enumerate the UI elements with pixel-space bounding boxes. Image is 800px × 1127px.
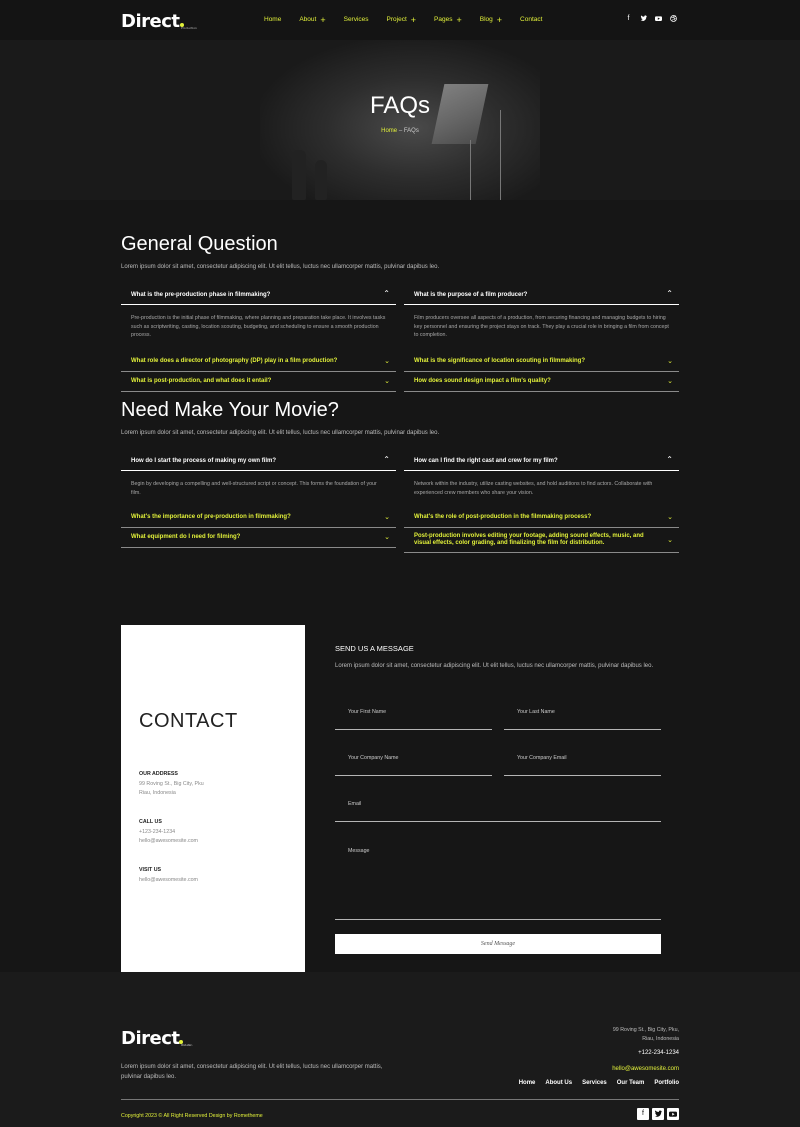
- faq-item[interactable]: [404, 372, 679, 392]
- faq-question: What is post-production, and what does it entail?: [131, 378, 272, 384]
- brand-logo[interactable]: [121, 11, 197, 32]
- faq-question: How do I start the process of making my own film?: [131, 458, 277, 464]
- hero-silhouette: [315, 160, 327, 200]
- chevron-up-icon: ⌃: [666, 455, 673, 464]
- general-question-title: General Question: [121, 233, 278, 255]
- faq-item[interactable]: [404, 352, 679, 372]
- hero-silhouette: [292, 150, 306, 200]
- copyright: Copyright 2023 © All Right Reserved Design by Rometheme: [121, 1113, 263, 1119]
- faq-column-left: [121, 451, 396, 548]
- first-name-field[interactable]: [335, 709, 492, 730]
- facebook-icon[interactable]: f: [627, 15, 630, 22]
- chevron-down-icon: ⌄: [384, 534, 390, 541]
- nav-pages[interactable]: Pages +: [434, 14, 462, 25]
- faq-item[interactable]: [404, 508, 679, 528]
- nav-project[interactable]: Project +: [386, 14, 417, 25]
- faq-item[interactable]: [121, 528, 396, 548]
- nav-home[interactable]: Home: [264, 16, 282, 23]
- plus-icon: +: [496, 14, 503, 25]
- dribbble-icon[interactable]: [670, 15, 677, 22]
- movie-section-desc: Lorem ipsum dolor sit amet, consectetur adipiscing elit. Ut elit tellus, luctus nec ullamcorper mattis, pulvinar dapibus leo.: [121, 430, 440, 436]
- faq-question: What's the importance of pre-production in filmmaking?: [131, 514, 291, 520]
- chevron-up-icon: ⌃: [383, 289, 390, 298]
- plus-icon: +: [320, 14, 326, 25]
- contact-phone[interactable]: +123-234-1234: [139, 829, 176, 835]
- chevron-up-icon: ⌃: [666, 289, 673, 298]
- faq-column-right: [404, 285, 679, 392]
- message-placeholder: Message: [348, 848, 370, 854]
- plus-icon: +: [410, 14, 417, 25]
- youtube-icon[interactable]: [655, 15, 662, 22]
- footer-link-services[interactable]: Services: [582, 1080, 607, 1086]
- footer-link-team[interactable]: Our Team: [616, 1080, 645, 1086]
- faq-question: What equipment do I need for filming?: [131, 534, 241, 540]
- faq-question: What's the role of post-production in the filmmaking process?: [414, 514, 592, 520]
- faq-item[interactable]: [121, 352, 396, 372]
- faq-question: What is the pre-production phase in filmmaking?: [131, 292, 271, 298]
- chevron-down-icon: ⌄: [667, 514, 673, 521]
- contact-card: [121, 625, 305, 972]
- logo-subtext: Production: [181, 1043, 192, 1047]
- faq-column-left: [121, 285, 396, 392]
- hero-light-stand: [500, 110, 501, 200]
- nav-blog[interactable]: Blog +: [479, 14, 503, 25]
- footer-link-home[interactable]: Home: [518, 1080, 536, 1086]
- faq-question: What role does a director of photography (DP) play in a film production?: [131, 358, 338, 364]
- call-label: CALL US: [139, 819, 162, 825]
- footer-address-line-1: 99 Roving St., Big City, Pku,: [612, 1027, 679, 1033]
- form-title: SEND US A MESSAGE: [335, 644, 414, 653]
- footer-link-portfolio[interactable]: Portfolio: [654, 1080, 679, 1086]
- hero-light-stand: [470, 140, 471, 200]
- footer-divider: [121, 1099, 679, 1100]
- faq-item[interactable]: [404, 528, 679, 553]
- logo-text: Direct: [121, 11, 180, 32]
- page-title: FAQs: [369, 92, 430, 119]
- breadcrumb-home[interactable]: Home: [381, 128, 398, 134]
- message-field[interactable]: [335, 848, 661, 920]
- chevron-down-icon: ⌄: [384, 514, 390, 521]
- youtube-icon[interactable]: [667, 1108, 679, 1120]
- visit-label: VISIT US: [139, 867, 162, 873]
- main-menu: [264, 16, 560, 23]
- movie-section-title: Need Make Your Movie?: [121, 399, 339, 421]
- visit-email[interactable]: hello@awesomesite.com: [139, 877, 198, 883]
- faq-item-open[interactable]: [404, 451, 679, 471]
- company-name-field[interactable]: [335, 755, 492, 776]
- page-hero: [0, 40, 800, 200]
- footer-social: [637, 1108, 679, 1120]
- email-placeholder: Email: [348, 801, 362, 807]
- faq-answer: Network within the industry, utilize casting websites, and hold auditions to find actors. Collaborate with experienced crew members who share your vision.: [414, 481, 653, 496]
- faq-answer: Pre-production is the initial phase of filmmaking, where planning and preparation take place. It involves tasks such as scriptwriting, casting, location scouting, budgeting, and scheduling to ensure a smooth production process.: [131, 315, 386, 338]
- chevron-down-icon: ⌄: [384, 378, 390, 385]
- address-label: OUR ADDRESS: [139, 771, 178, 777]
- contact-email[interactable]: hello@awesomesite.com: [139, 838, 198, 844]
- company-name-placeholder: Your Company Name: [348, 755, 399, 761]
- logo-subtext: Production: [181, 26, 197, 30]
- last-name-placeholder: Your Last Name: [517, 709, 555, 715]
- facebook-icon[interactable]: f: [637, 1108, 649, 1120]
- first-name-placeholder: Your First Name: [348, 709, 387, 715]
- footer-desc: Lorem ipsum dolor sit amet, consectetur adipiscing elit. Ut elit tellus, luctus nec ullamcorper mattis, pulvinar dapibus leo.: [121, 1064, 383, 1080]
- faq-question: How can I find the right cast and crew for my film?: [414, 458, 558, 464]
- footer-logo[interactable]: [121, 1028, 192, 1049]
- footer: [0, 972, 800, 1127]
- plus-icon: +: [456, 14, 462, 25]
- company-email-field[interactable]: [504, 755, 661, 776]
- faq-item-open[interactable]: [404, 285, 679, 305]
- email-field[interactable]: [335, 801, 661, 822]
- chevron-down-icon: ⌄: [384, 358, 390, 365]
- last-name-field[interactable]: [504, 709, 661, 730]
- twitter-icon[interactable]: [640, 15, 647, 22]
- faq-answer: Begin by developing a compelling and well-structured script or concept. This forms the foundation of your film.: [131, 481, 377, 496]
- faq-answer: Film producers oversee all aspects of a production, from securing financing and managing budgets to hiring key personnel and ensuring the project stays on track. They play a crucial role in bringing a film from concept to completion.: [414, 315, 669, 338]
- nav-contact[interactable]: Contact: [520, 16, 543, 23]
- send-message-button[interactable]: Send Message: [335, 934, 661, 954]
- faq-question: What is the significance of location scouting in filmmaking?: [414, 358, 586, 364]
- general-question-desc: Lorem ipsum dolor sit amet, consectetur adipiscing elit. Ut elit tellus, luctus nec ullamcorper mattis, pulvinar dapibus leo.: [121, 264, 440, 270]
- company-email-placeholder: Your Company Email: [517, 755, 567, 761]
- logo-text: Direct: [121, 1028, 180, 1049]
- footer-link-about[interactable]: About Us: [545, 1080, 573, 1086]
- chevron-up-icon: ⌃: [383, 455, 390, 464]
- footer-links: [519, 1080, 679, 1086]
- breadcrumb: [0, 128, 800, 134]
- nav-about[interactable]: About +: [299, 14, 326, 25]
- twitter-icon[interactable]: [652, 1108, 664, 1120]
- nav-services[interactable]: Services: [343, 16, 369, 23]
- breadcrumb-separator: –: [397, 128, 404, 134]
- faq-question: Post-production involves editing your footage, adding sound effects, music, and visual effects, color grading, and finalizing the film for distribution.: [414, 533, 644, 546]
- faq-question: How does sound design impact a film's quality?: [414, 378, 551, 384]
- breadcrumb-current: FAQs: [403, 128, 419, 134]
- footer-address: [559, 1026, 679, 1043]
- form-desc: Lorem ipsum dolor sit amet, consectetur adipiscing elit. Ut elit tellus, luctus nec ullamcorper mattis, pulvinar dapibus leo.: [335, 663, 654, 669]
- footer-phone[interactable]: +122-234-1234: [638, 1050, 679, 1056]
- footer-address-line-2: Riau, Indonesia: [642, 1035, 679, 1042]
- faq-item[interactable]: [121, 372, 396, 392]
- top-navbar: [0, 0, 800, 40]
- contact-title: CONTACT: [139, 710, 238, 732]
- faq-item-open[interactable]: [121, 451, 396, 471]
- faq-column-right: [404, 451, 679, 553]
- faq-question: What is the purpose of a film producer?: [414, 292, 528, 298]
- faq-item-open[interactable]: [121, 285, 396, 305]
- chevron-down-icon: ⌄: [667, 358, 673, 365]
- footer-email[interactable]: hello@awesomesite.com: [612, 1066, 679, 1072]
- faq-item[interactable]: [121, 508, 396, 528]
- address-line-1: 99 Roving St., Big City, Pku: [139, 781, 204, 787]
- address-line-2: Riau, Indonesia: [139, 790, 176, 796]
- chevron-down-icon: ⌄: [667, 378, 673, 385]
- chevron-down-icon: ⌄: [667, 537, 673, 544]
- header-social: [625, 15, 677, 22]
